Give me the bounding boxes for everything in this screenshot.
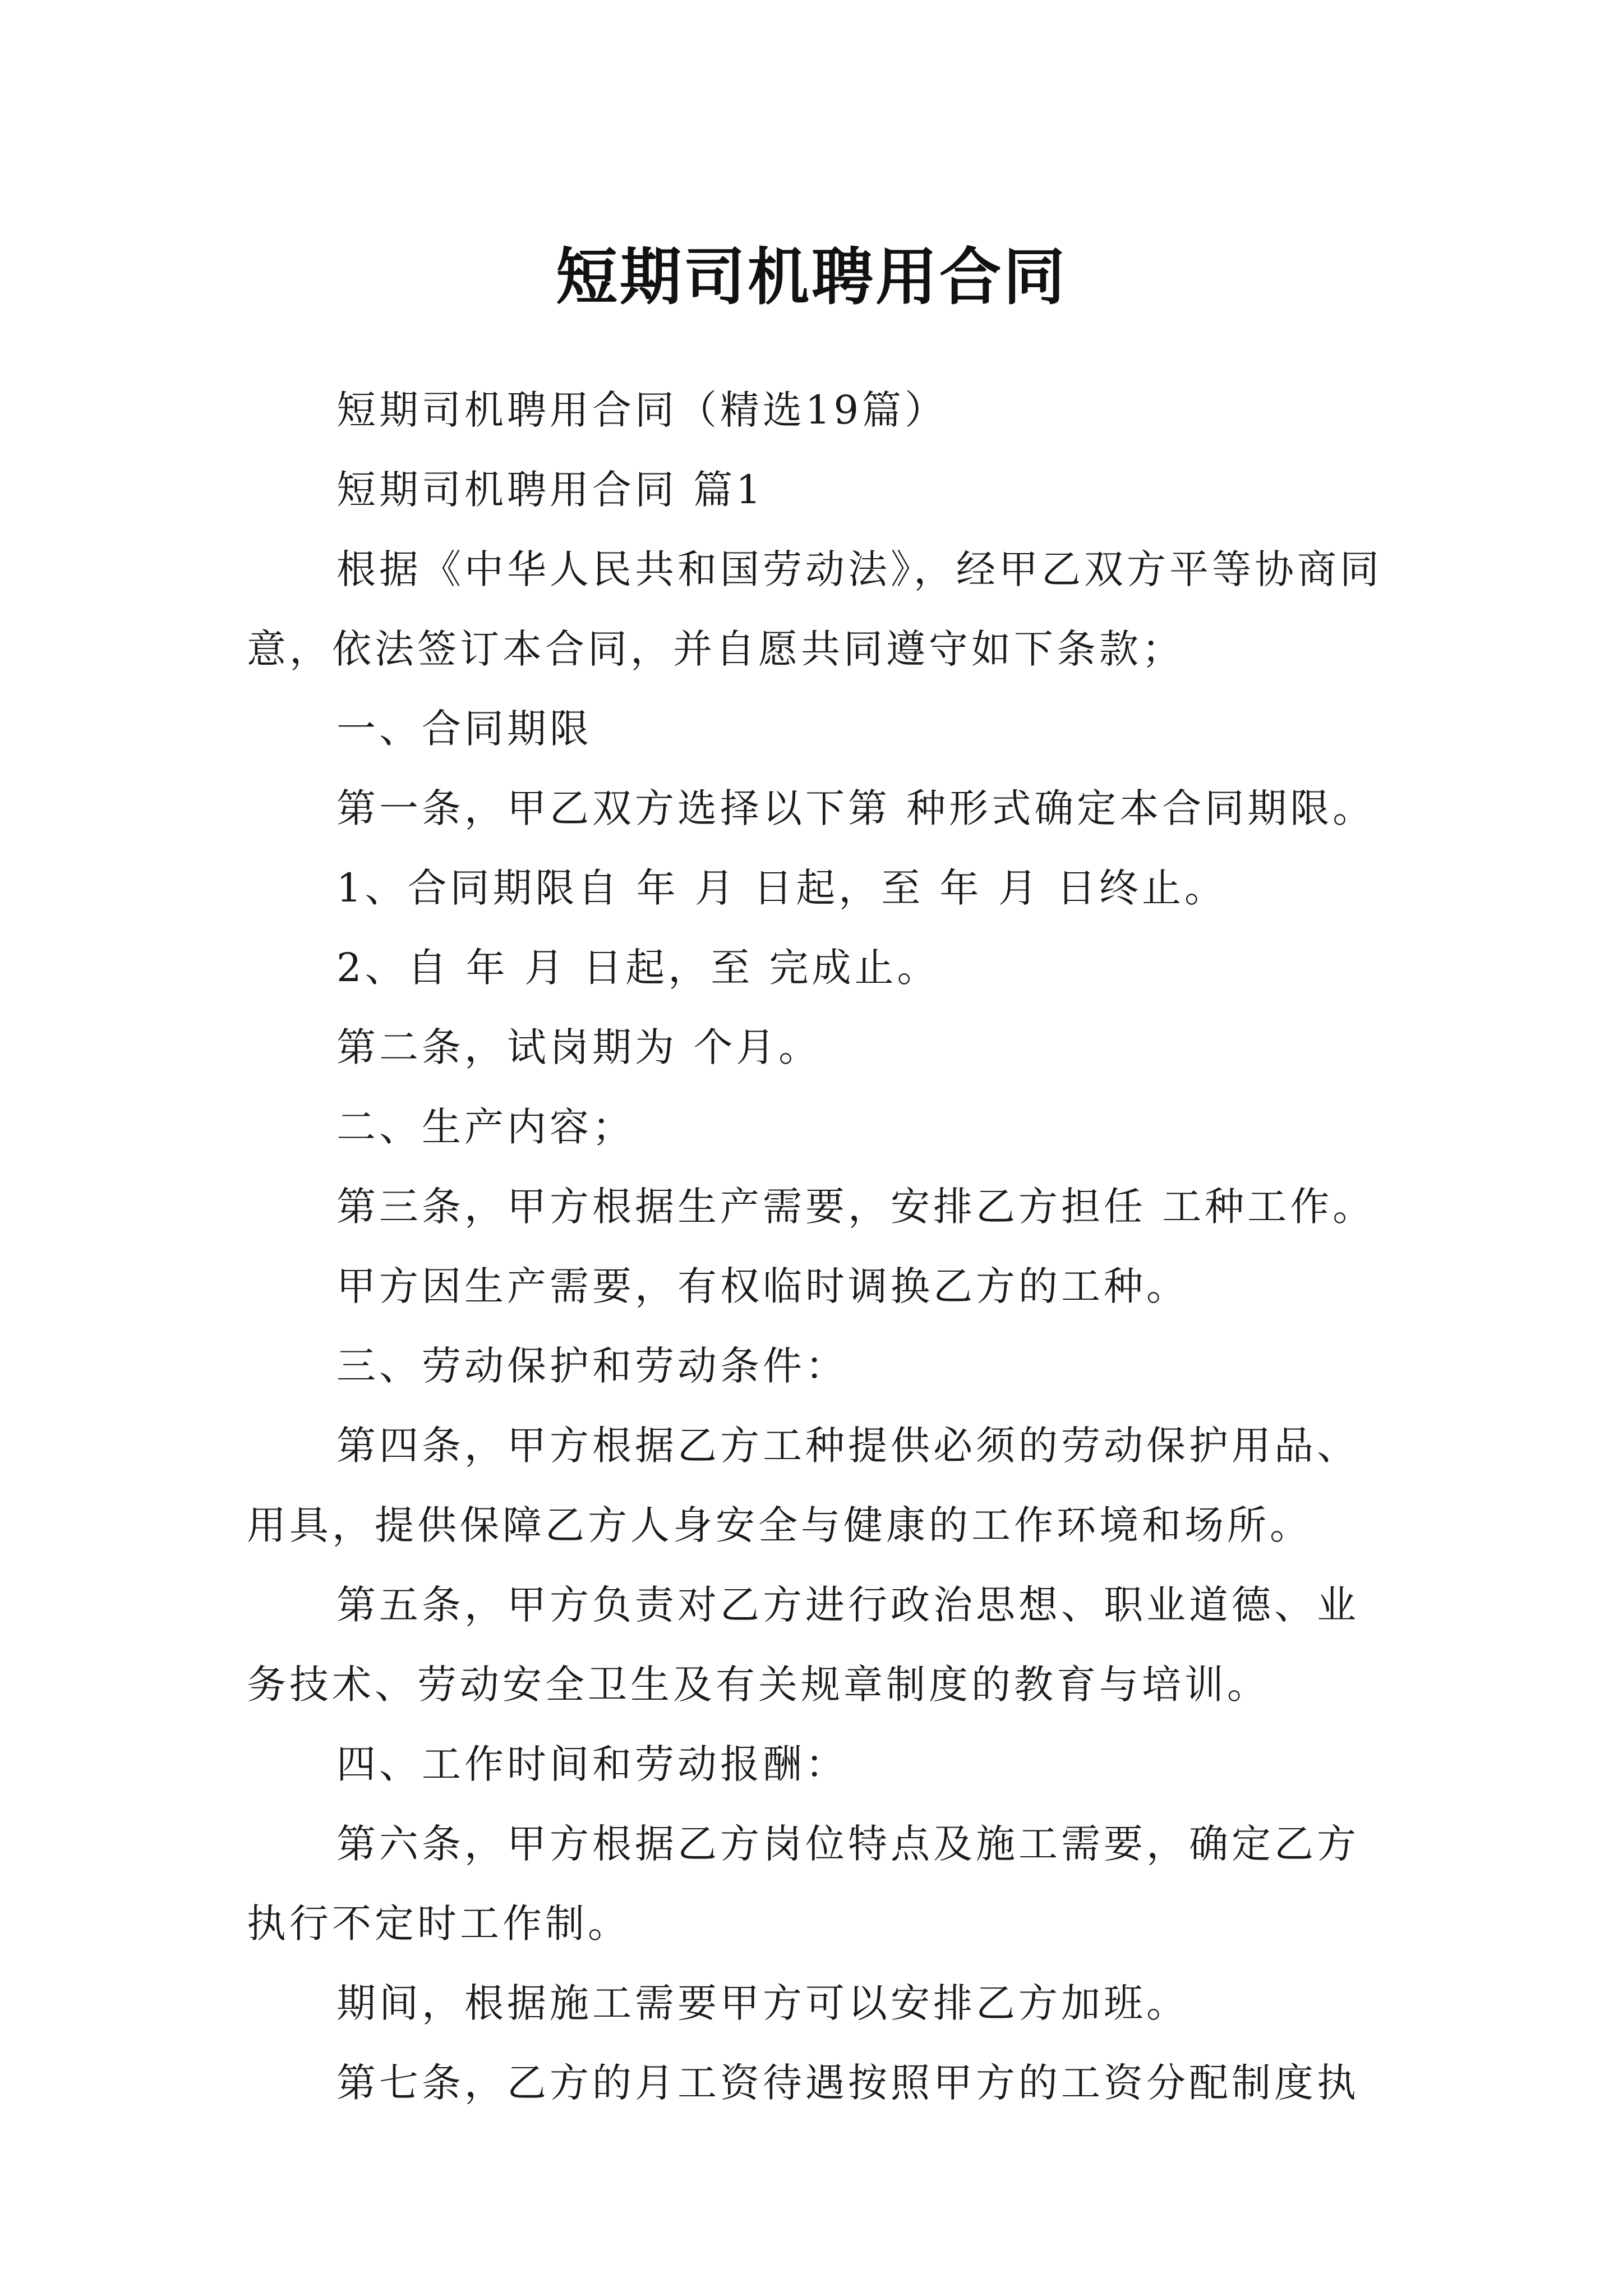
paragraph-heading: 一、合同期限	[336, 706, 592, 752]
paragraph: 第五条，甲方负责对乙方进行政治思想、职业道德、业务技术、劳动安全卫生及有关规章制度的教育与培训。	[247, 1582, 1359, 1708]
paragraph: 第三条，甲方根据生产需要，安排乙方担任 工种工作。	[336, 1184, 1376, 1230]
paragraph: 期间，根据施工需要甲方可以安排乙方加班。	[336, 1980, 1189, 2026]
paragraph-subtitle: 短期司机聘用合同（精选19篇）	[336, 387, 948, 433]
paragraph: 2、自 年 月 日起，至 完成止。	[336, 945, 940, 991]
paragraph: 根据《中华人民共和国劳动法》，经甲乙双方平等协商同意，依法签订本合同，并自愿共同遵守如下条款；	[247, 546, 1382, 672]
paragraph-section-heading: 短期司机聘用合同 篇1	[336, 467, 764, 513]
paragraph: 甲方因生产需要，有权临时调换乙方的工种。	[336, 1263, 1189, 1309]
paragraph-heading: 二、生产内容；	[336, 1104, 635, 1150]
paragraph-heading: 四、工作时间和劳动报酬：	[336, 1741, 848, 1787]
paragraph: 第二条，试岗期为 个月。	[336, 1024, 822, 1070]
paragraph-heading: 三、劳动保护和劳动条件：	[336, 1343, 848, 1389]
paragraph: 第七条，乙方的月工资待遇按照甲方的工资分配制度执	[336, 2060, 1359, 2106]
paragraph: 第六条，甲方根据乙方岗位特点及施工需要，确定乙方执行不定时工作制。	[247, 1821, 1359, 1947]
paragraph: 1、合同期限自 年 月 日起，至 年 月 日终止。	[336, 865, 1228, 911]
paragraph: 第一条，甲乙双方选择以下第 种形式确定本合同期限。	[336, 785, 1376, 831]
document-title: 短期司机聘用合同	[556, 241, 1067, 313]
document-body	[247, 370, 1394, 2123]
paragraph: 第四条，甲方根据乙方工种提供必须的劳动保护用品、用具，提供保障乙方人身安全与健康的工作环境和场所。	[247, 1423, 1359, 1548]
